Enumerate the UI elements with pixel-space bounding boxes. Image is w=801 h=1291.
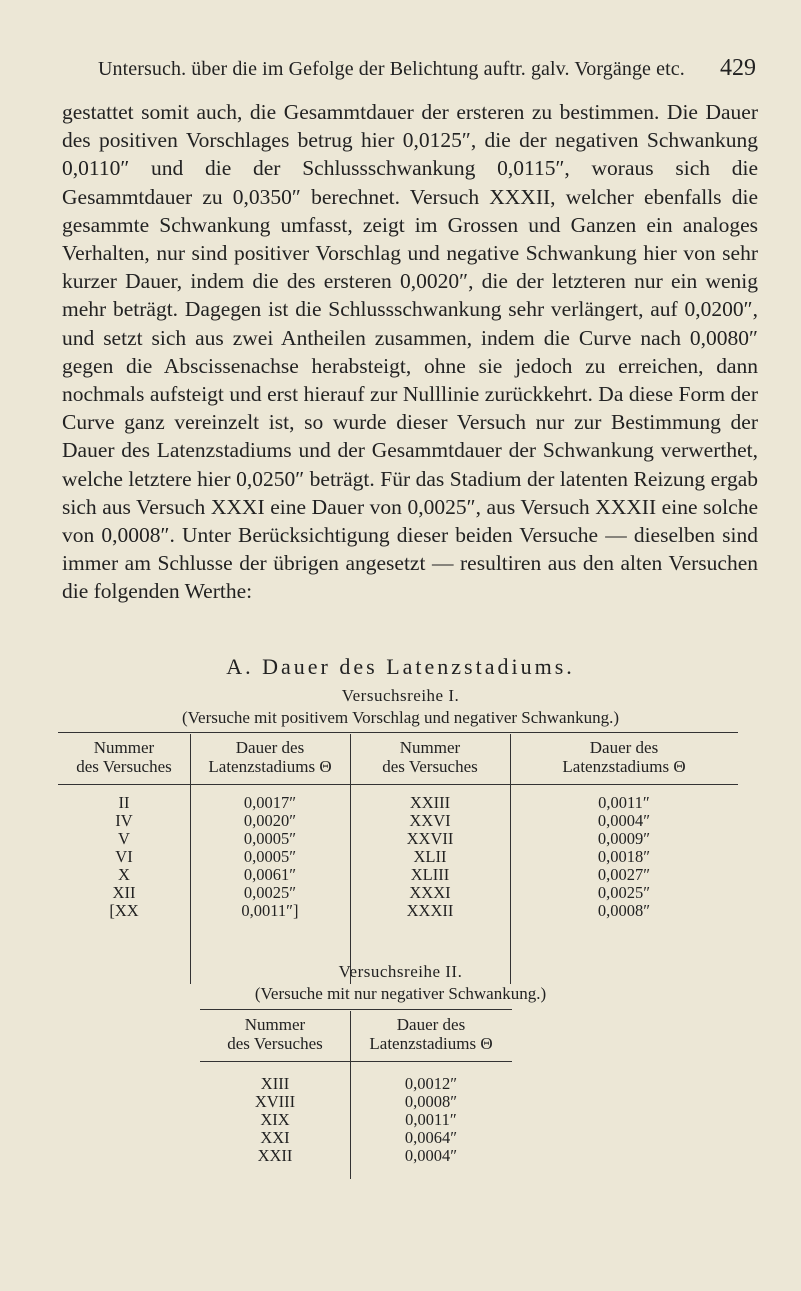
column-dauer [190,794,350,920]
paragraph-text: gestattet somit auch, die Gesammtdauer der ersteren zu bestimmen. Die Dauer des positiven Vorschlages betrug hier 0,0125″, die der negativen Schwankung 0,0110″ und die der Schlussschwankung 0,0115″, woraus sich die Gesammtdauer zu 0,0350″ berechnet. Versuch XXXII, welcher ebenfalls die gesammte Schwankung umfasst, zeigt im Grossen und Ganzen ein analoges Verhalten, nur sind positiver Vorschlag und negative Schwankung hier von sehr kurzer Dauer, indem die des ersteren 0,0020″, die der letzteren nur ein wenig mehr beträgt. Dagegen ist die Schlussschwankung sehr verlängert, auf 0,0200″, und setzt sich aus zwei Antheilen zusammen, indem die Curve nach 0,0080″ gegen die Abscissenachse herabsteigt, ohne sie jedoch zu erreichen, dann nochmals aufsteigt und erst hierauf zur Nulllinie zurückkehrt. Da diese Form der Curve ganz vereinzelt ist, so wurde dieser Versuch nur zur Bestimmung der Dauer des Latenzstadiums und der Gesammtdauer der Schwankung verwerthet, welche letztere hier 0,0250″ beträgt. Für das Stadium der latenten Reizung ergab sich aus Versuch XXXI eine Dauer von 0,0025″, aus Versuch XXXII eine solche von 0,0008″. Unter Berücksichtigung dieser beiden Versuche — dieselben sind immer am Schlusse der übrigen angesetzt — resultiren aus den alten Versuchen die folgenden Werthe: [62,100,758,604]
column-dauer [510,794,738,920]
table-cell: XLIII [410,865,450,884]
table-cell: XIX [260,1110,290,1129]
header-dauer: Dauer des Latenzstadiums Θ [562,738,686,776]
table-rule-top [200,1009,512,1010]
section-heading: A. Dauer des Latenzstadiums. [226,654,575,679]
table-cell: 0,0005″ [243,829,297,848]
table-cell: 0,0011″ [405,1110,457,1129]
table-cell: 0,0012″ [404,1074,458,1093]
table-cell: 0,0017″ [243,793,297,812]
table-cell: 0,0020″ [243,811,297,830]
table-cell: XLII [413,847,447,866]
table-cell: 0,0018″ [597,847,651,866]
table-cell: 0,0005″ [243,847,297,866]
table-rule-header [200,1061,512,1062]
header-nummer: Nummer des Versuches [382,738,478,776]
table-cell: 0,0004″ [597,811,651,830]
table-cell: 0,0025″ [597,883,651,902]
table-cell: XXXI [409,883,451,902]
running-header [98,55,756,88]
table-cell: 0,0064″ [404,1128,458,1147]
table-cell: 0,0009″ [597,829,651,848]
series2-title: Versuchsreihe II. [338,962,463,981]
table-cell: 0,0011″] [241,901,299,920]
column-nummer [200,1075,350,1165]
table-cell: XXXII [406,901,454,920]
table-series-2 [200,1009,512,1179]
running-title: Untersuch. über die im Gefolge der Belichtung auftr. galv. Vorgänge etc. [98,58,685,80]
header-dauer: Dauer des Latenzstadiums Θ [208,738,332,776]
table-cell: XVIII [254,1092,296,1111]
table-cell: 0,0008″ [404,1092,458,1111]
table-rule-header [58,784,738,785]
table-cell: 0,0011″ [598,793,650,812]
table-cell: VI [115,847,133,866]
table-cell: 0,0008″ [597,901,651,920]
table-cell: IV [115,811,133,830]
table-cell: 0,0061″ [243,865,297,884]
series2-subtitle: (Versuche mit nur negativer Schwankung.) [254,984,547,1003]
table-cell: XXI [260,1128,290,1147]
header-nummer: Nummer des Versuches [76,738,172,776]
table-cell: 0,0004″ [404,1146,458,1165]
header-nummer: Nummer des Versuches [227,1015,323,1053]
table-cell: XIII [260,1074,290,1093]
header-dauer: Dauer des Latenzstadiums Θ [369,1015,493,1053]
table-cell: V [118,829,130,848]
table-cell: X [118,865,130,884]
body-paragraph [62,98,758,606]
column-dauer [350,1075,512,1165]
series1-subtitle: (Versuche mit positivem Vorschlag und negativer Schwankung.) [181,708,620,727]
table-cell: XII [112,883,136,902]
table-series-1 [58,732,738,986]
table-cell: XXVI [409,811,451,830]
table-cell: [XX [109,901,139,920]
table-cell: XXIII [409,793,451,812]
page-number: 429 [720,55,756,81]
column-nummer [350,794,510,920]
table-cell: 0,0025″ [243,883,297,902]
table-cell: 0,0027″ [597,865,651,884]
table-cell: XXVII [406,829,454,848]
table-cell: II [118,793,130,812]
table-rule-top [58,732,738,733]
table-cell: XXII [257,1146,293,1165]
column-nummer [58,794,190,920]
series1-title: Versuchsreihe I. [341,686,460,705]
